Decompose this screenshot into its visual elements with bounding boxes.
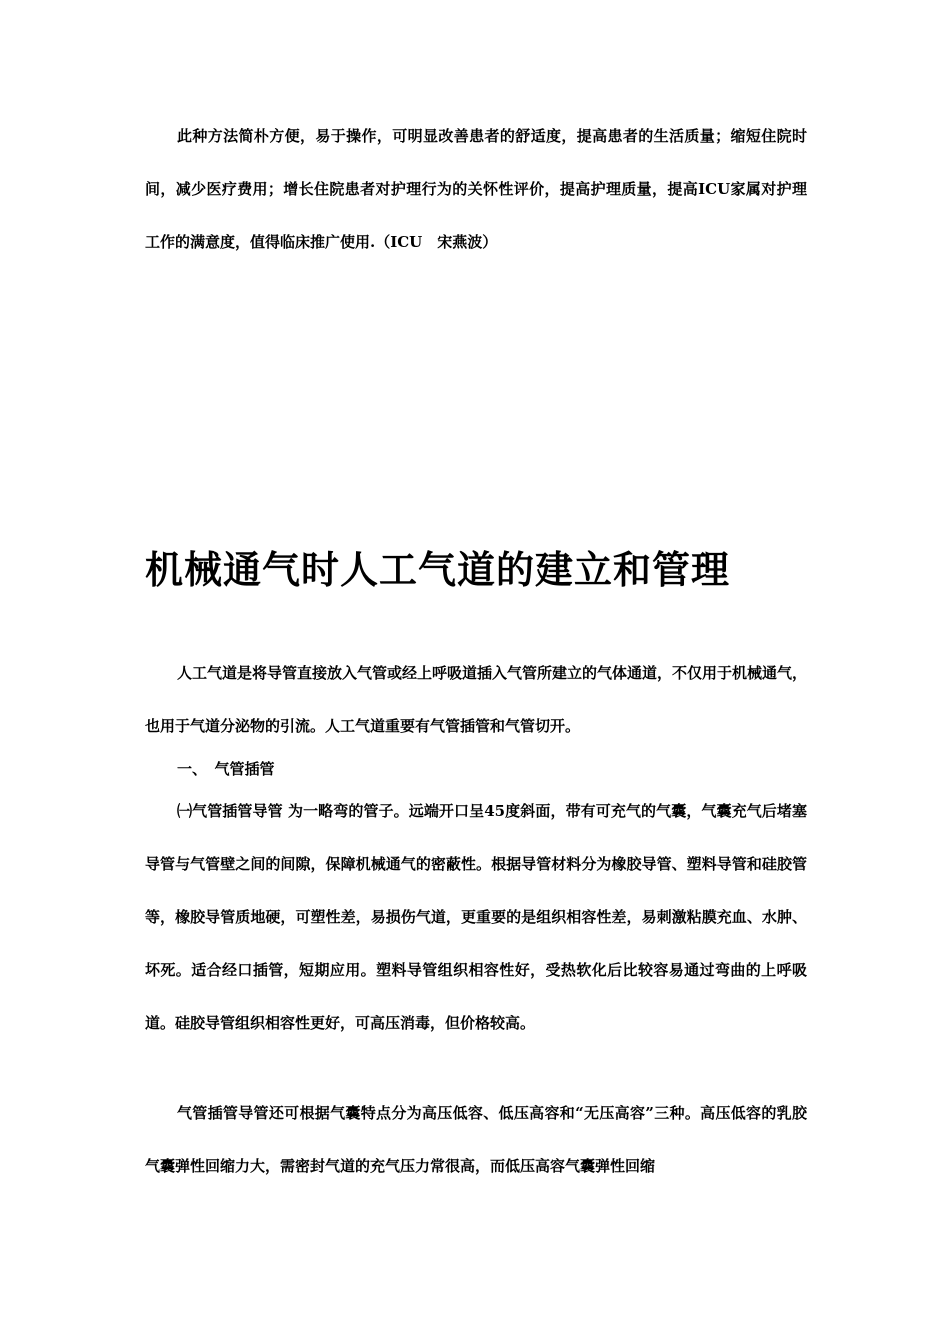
intro-paragraph: 此种方法简朴方便，易于操作，可明显改善患者的舒适度，提高患者的生活质量；缩短住院时间，减少医疗费用；增长住院患者对护理行为的关怀性评价，提高护理质量，提高ICU家属对护理工作的满意度，值得临床推广使用.（ICU 宋燕波） [145,127,807,251]
section-heading-tracheal-intubation: 一、 气管插管 [177,760,275,778]
tube-paragraph: ㈠气管插管导管 为一略弯的管子。远端开口呈45度斜面，带有可充气的气囊，气囊充气后堵塞导管与气管壁之间的间隙，保障机械通气的密蔽性。根据导管材料分为橡胶导管、塑料导管和硅胶管等，橡胶导管质地硬，可塑性差，易损伤气道，更重要的是组织相容性差，易刺激粘膜充血、水肿、坏死。适合经口插管，短期应用。塑料导管组织相容性好，受热软化后比较容易通过弯曲的上呼吸道。硅胶导管组织相容性更好，可高压消毒，但价格较高。 [145,802,807,1032]
cuff-paragraph: 气管插管导管还可根据气囊特点分为高压低容、低压高容和“无压高容”三种。高压低容的乳胶气囊弹性回缩力大，需密封气道的充气压力常很高，而低压高容气囊弹性回缩 [145,1104,807,1175]
definition-paragraph: 人工气道是将导管直接放入气管或经上呼吸道插入气管所建立的气体通道，不仅用于机械通气，也用于气道分泌物的引流。人工气道重要有气管插管和气管切开。 [145,664,808,735]
document-title: 机械通气时人工气道的建立和管理 [145,547,731,592]
